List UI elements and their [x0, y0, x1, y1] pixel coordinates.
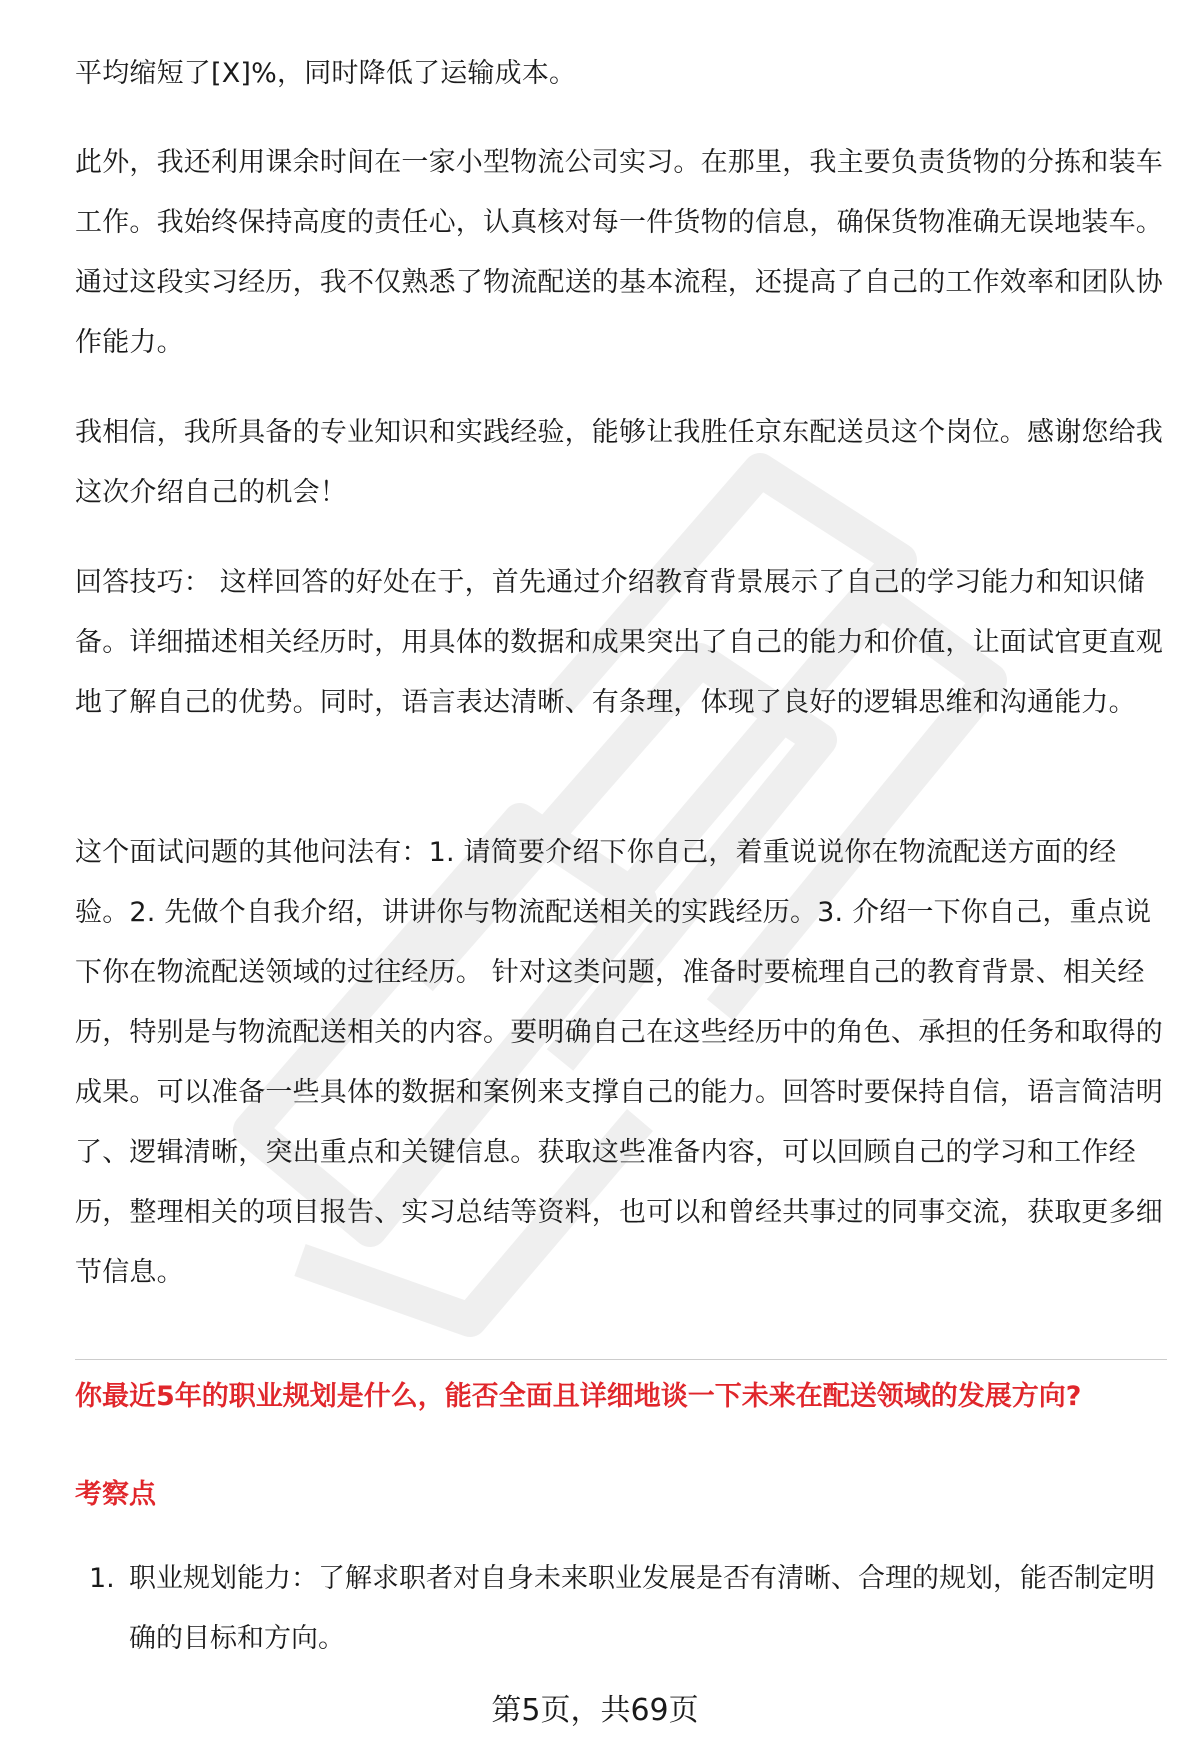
- paragraph-alternative-questions: 这个面试问题的其他问法有：1. 请简要介绍下你自己，着重说说你在物流配送方面的经验。2. 先做个自我介绍，讲讲你与物流配送相关的实践经历。3. 介绍一下你自己，重点说下你在物流配送领域的过往经历。 针对这类问题，准备时要梳理自己的教育背景、相关经历，特别是与物流配送相关的内容。要明确自己在这些经历中的角色、承担的任务和取得的成果。可以准备一些具体的数据和案例来支撑自己的能力。回答时要保持自信，语言简洁明了、逻辑清晰，突出重点和关键信息。获取这些准备内容，可以回顾自己的学习和工作经历，整理相关的项目报告、实习总结等资料，也可以和曾经共事过的同事交流，获取更多细节信息。: [75, 837, 1163, 1288]
- section-divider: [75, 1359, 1167, 1360]
- list-item-text: 职业规划能力：了解求职者对自身未来职业发展是否有清晰、合理的规划，能否制定明确的目标和方向。: [129, 1563, 1155, 1654]
- paragraph-answer-tips: 回答技巧： 这样回答的好处在于，首先通过介绍教育背景展示了自己的学习能力和知识储备。详细描述相关经历时，用具体的数据和成果突出了自己的能力和价值，让面试官更直观地了解自己的优势。同时，语言表达清晰、有条理，体现了良好的逻辑思维和沟通能力。: [75, 567, 1163, 718]
- subheading-focus-points: 考察点: [75, 1479, 156, 1510]
- page-footer: 第5页，共69页: [491, 1693, 699, 1728]
- paragraph-2: 此外，我还利用课余时间在一家小型物流公司实习。在那里，我主要负责货物的分拣和装车工作。我始终保持高度的责任心，认真核对每一件货物的信息，确保货物准确无误地装车。通过这段实习经历，我不仅熟悉了物流配送的基本流程，还提高了自己的工作效率和团队协作能力。: [75, 147, 1163, 358]
- focus-points-list: [75, 1549, 1165, 1669]
- paragraph-3: 我相信，我所具备的专业知识和实践经验，能够让我胜任京东配送员这个岗位。感谢您给我这次介绍自己的机会！: [75, 417, 1163, 508]
- list-item: [75, 1549, 1165, 1669]
- list-item-number: 1.: [89, 1563, 115, 1594]
- paragraph-1: 平均缩短了[X]%，同时降低了运输成本。: [75, 58, 577, 89]
- question-heading: 你最近5年的职业规划是什么，能否全面且详细地谈一下未来在配送领域的发展方向?: [75, 1381, 1082, 1412]
